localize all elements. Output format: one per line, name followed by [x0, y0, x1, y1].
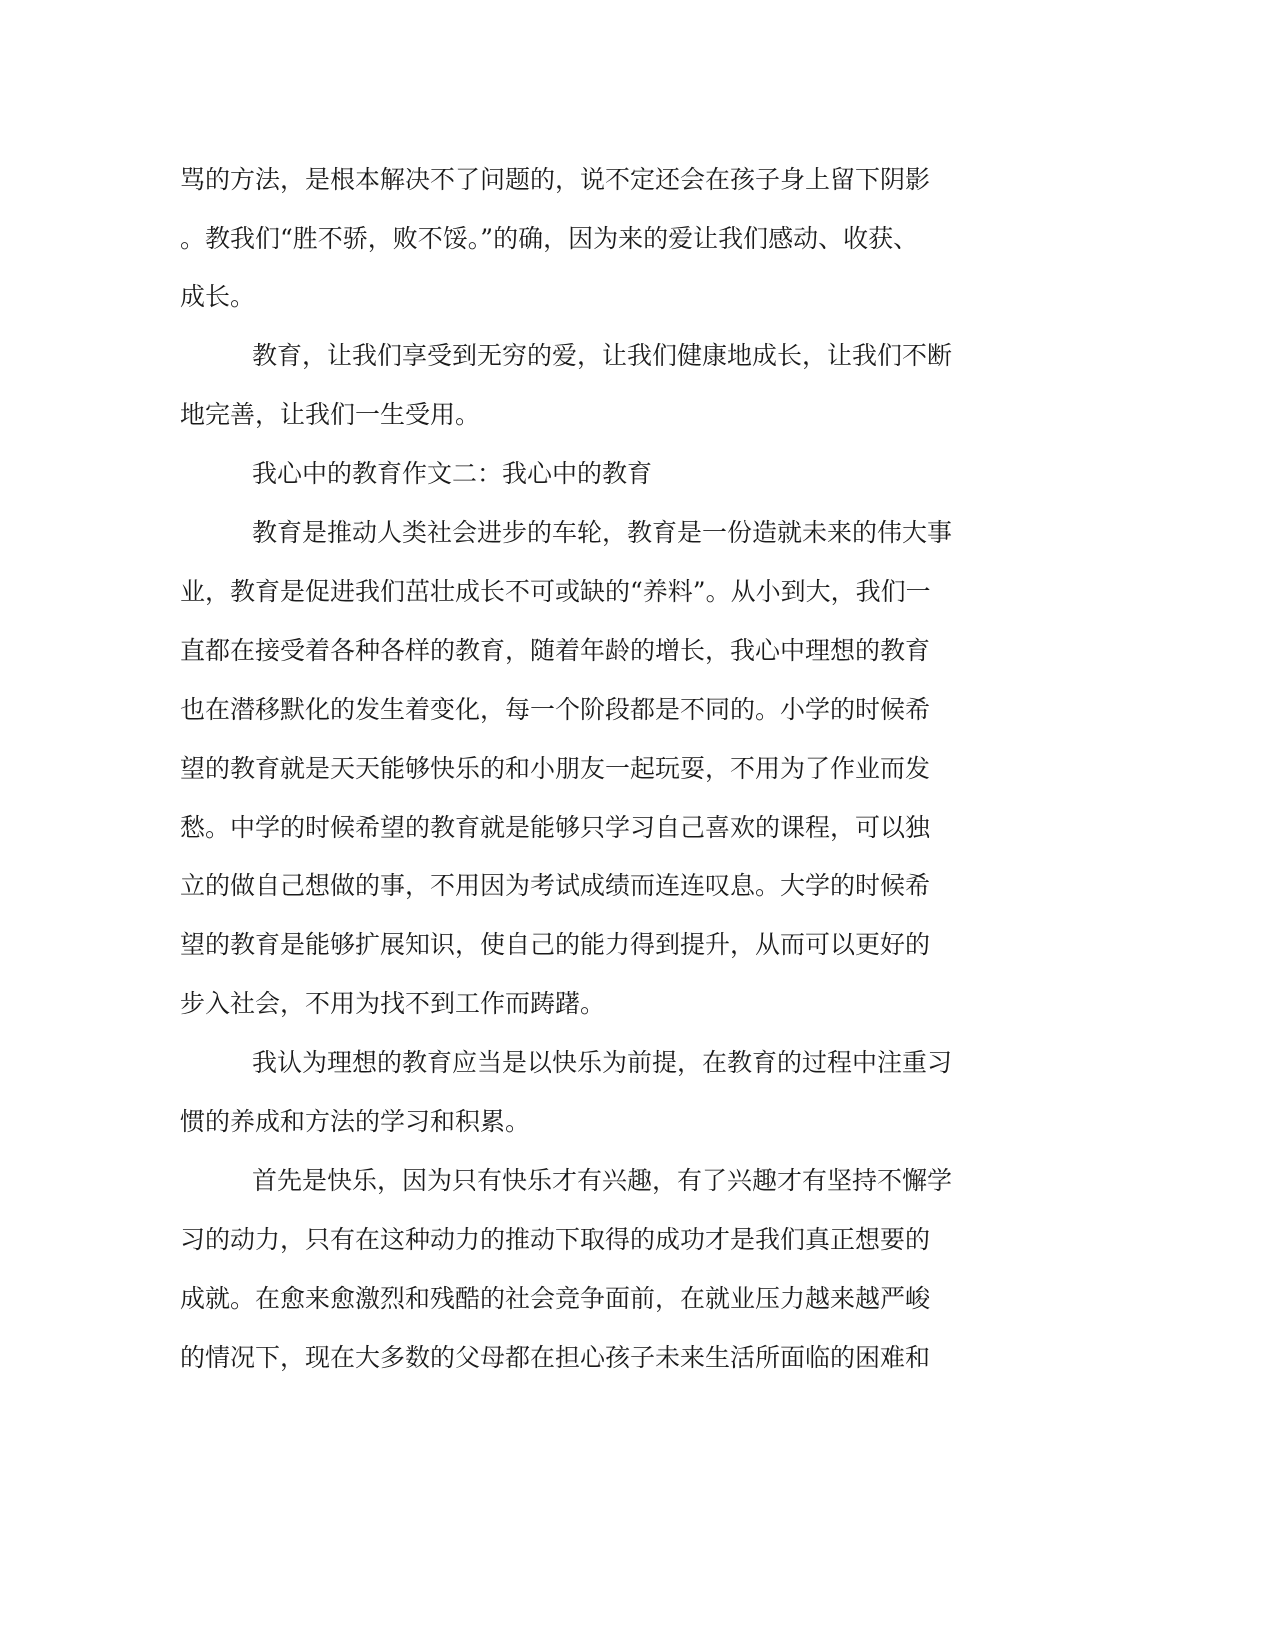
text-line: 直都在接受着各种各样的教育，随着年龄的增长，我心中理想的教育 — [180, 636, 931, 665]
text-line: 教育，让我们享受到无穷的爱，让我们健康地成长，让我们不断 — [252, 341, 953, 370]
text-line: 地完善，让我们一生受用。 — [180, 400, 481, 429]
text-line: 。教我们“胜不骄，败不馁。”的确，因为来的爱让我们感动、收获、 — [180, 224, 919, 253]
section-heading: 我心中的教育作文二：我心中的教育 — [252, 459, 653, 488]
text-line: 业，教育是促进我们茁壮成长不可或缺的“养料”。从小到大，我们一 — [180, 577, 931, 606]
text-line: 惯的养成和方法的学习和积累。 — [180, 1107, 531, 1136]
text-line: 成长。 — [180, 282, 256, 311]
text-line: 我认为理想的教育应当是以快乐为前提，在教育的过程中注重习 — [252, 1048, 953, 1077]
text-line: 也在潜移默化的发生着变化，每一个阶段都是不同的。小学的时候希 — [180, 695, 931, 724]
text-line: 成就。在愈来愈激烈和残酷的社会竞争面前，在就业压力越来越严峻 — [180, 1284, 931, 1313]
text-line: 的情况下，现在大多数的父母都在担心孩子未来生活所面临的困难和 — [180, 1343, 931, 1372]
text-line: 愁。中学的时候希望的教育就是能够只学习自己喜欢的课程，可以独 — [180, 813, 931, 842]
text-line: 教育是推动人类社会进步的车轮，教育是一份造就未来的伟大事 — [252, 518, 953, 547]
text-line: 习的动力，只有在这种动力的推动下取得的成功才是我们真正想要的 — [180, 1225, 931, 1254]
text-line: 首先是快乐，因为只有快乐才有兴趣，有了兴趣才有坚持不懈学 — [252, 1166, 953, 1195]
text-line: 望的教育就是天天能够快乐的和小朋友一起玩耍，不用为了作业而发 — [180, 754, 931, 783]
text-line: 步入社会，不用为找不到工作而踌躇。 — [180, 989, 606, 1018]
text-line: 立的做自己想做的事，不用因为考试成绩而连连叹息。大学的时候希 — [180, 871, 931, 900]
text-line: 望的教育是能够扩展知识，使自己的能力得到提升，从而可以更好的 — [180, 930, 931, 959]
text-line: 骂的方法，是根本解决不了问题的，说不定还会在孩子身上留下阴影 — [180, 165, 931, 194]
